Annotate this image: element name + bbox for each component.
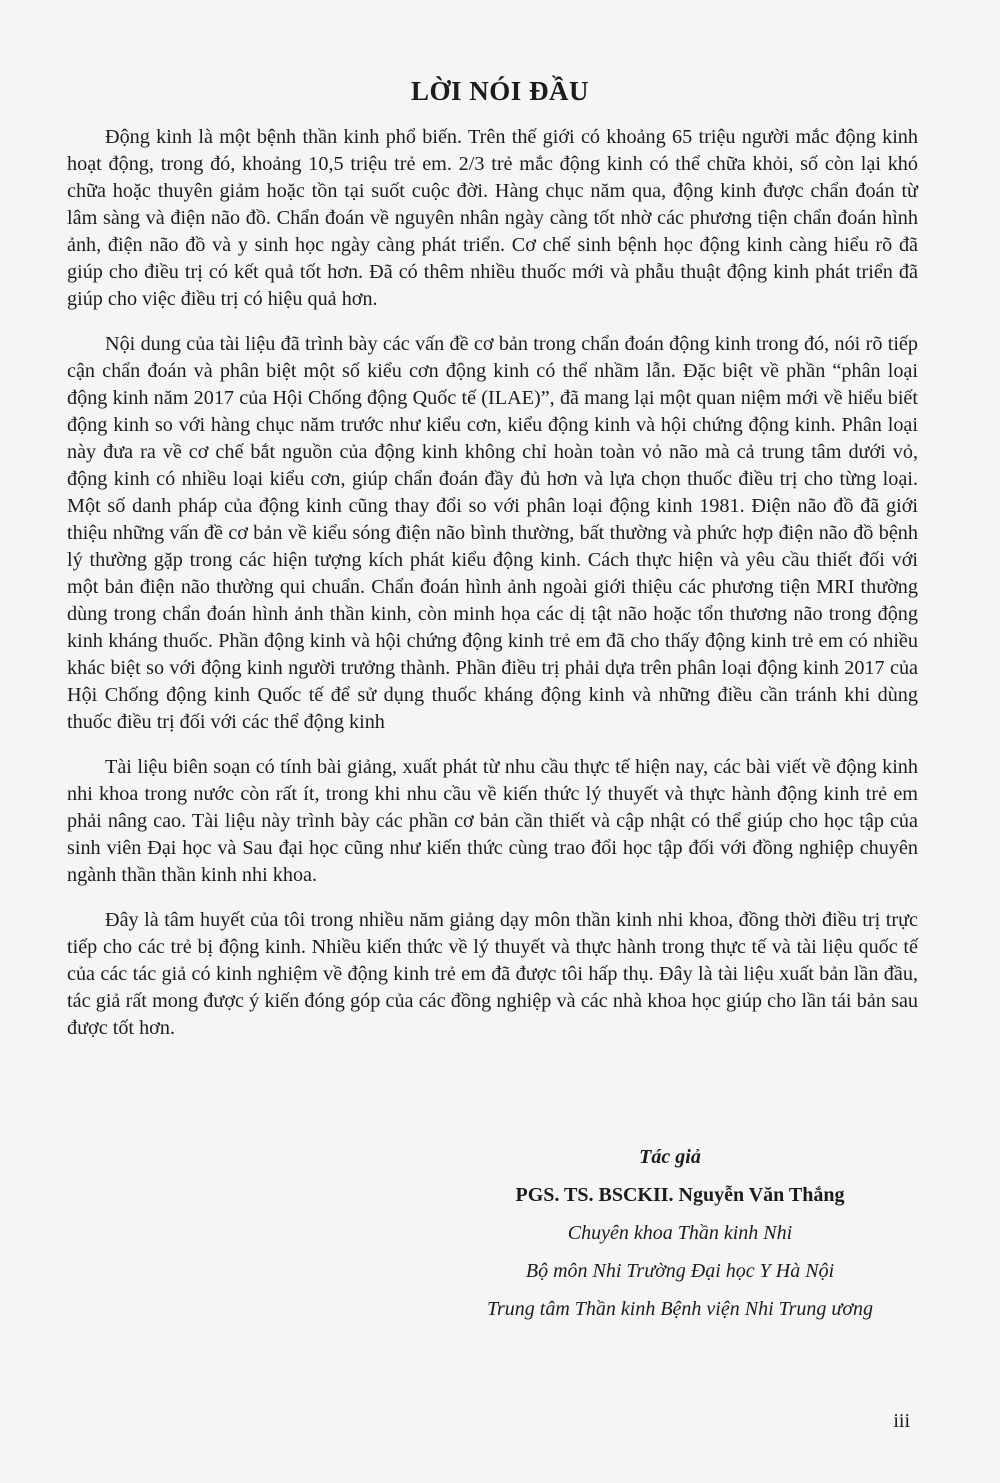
signature-block (430, 1138, 930, 1328)
paragraph-3: Tài liệu biên soạn có tính bài giảng, xuất phát từ nhu cầu thực tế hiện nay, các bài viết về động kinh nhi khoa trong nước còn rất ít, trong khi nhu cầu về kiến thức lý thuyết và thực hành động kinh trẻ em phải nâng cao. Tài liệu này trình bày các phần cơ bản cần thiết và cập nhật có thể giúp cho học tập của sinh viên Đại học và Sau đại học cũng như kiến thức cùng trao đổi học tập đối với đồng nghiệp chuyên ngành thần thần kinh nhi khoa. (67, 756, 918, 886)
author-label: Tác giả (639, 1146, 701, 1168)
author-affiliation-3: Trung tâm Thần kinh Bệnh viện Nhi Trung ương (486, 1298, 874, 1320)
page-number: iii (893, 1410, 910, 1432)
page-title: LỜI NÓI ĐẦU (410, 76, 590, 106)
paragraph-1: Động kinh là một bệnh thần kinh phổ biến. Trên thế giới có khoảng 65 triệu người mắc động kinh hoạt động, trong đó, khoảng 10,5 triệu trẻ em. 2/3 trẻ mắc động kinh có thể chữa khỏi, số còn lại khó chữa hoặc thuyên giảm hoặc tồn tại suốt cuộc đời. Hàng chục năm qua, động kinh được chẩn đoán từ lâm sàng và điện não đồ. Chẩn đoán về nguyên nhân ngày càng tốt nhờ các phương tiện chẩn đoán hình ảnh, điện não đồ và y sinh học ngày càng phát triển. Cơ chế sinh bệnh học động kinh càng hiểu rõ đã giúp cho điều trị có kết quả tốt hơn. Đã có thêm nhiều thuốc mới và phẫu thuật động kinh phát triển đã giúp cho việc điều trị có hiệu quả hơn. (67, 126, 918, 310)
author-name: PGS. TS. BSCKII. Nguyễn Văn Thắng (515, 1184, 845, 1206)
author-affiliation-1: Chuyên khoa Thần kinh Nhi (567, 1222, 793, 1244)
paragraph-4: Đây là tâm huyết của tôi trong nhiều năm giảng dạy môn thần kinh nhi khoa, đồng thời điều trị trực tiếp cho các trẻ bị động kinh. Nhiều kiến thức về lý thuyết và thực hành trong thực tế và tài liệu quốc tế của các tác giả có kinh nghiệm về động kinh trẻ em đã được tôi hấp thụ. Đây là tài liệu xuất bản lần đầu, tác giả rất mong được ý kiến đóng góp của các đồng nghiệp và các nhà khoa học giúp cho lần tái bản sau được tốt hơn. (67, 909, 918, 1039)
paragraph-2: Nội dung của tài liệu đã trình bày các vấn đề cơ bản trong chẩn đoán động kinh trong đó, nói rõ tiếp cận chẩn đoán và phân biệt một số kiểu cơn động kinh có thể nhầm lẫn. Đặc biệt về phần “phân loại động kinh năm 2017 của Hội Chống động Quốc tế (ILAE)”, đã mang lại một quan niệm mới về hiểu biết động kinh so với hàng chục năm trước như kiểu cơn, kiểu động kinh và hội chứng động kinh. Phân loại này đưa ra về cơ chế bắt nguồn của động kinh không chỉ hoàn toàn vỏ não mà cả trung tâm dưới vỏ, động kinh có nhiều loại kiểu cơn, giúp chẩn đoán đầy đủ hơn và lựa chọn thuốc điều trị cho từng loại. Một số danh pháp của động kinh cũng thay đổi so với phân loại động kinh 1981. Điện não đồ đã giới thiệu những vấn đề cơ bản về kiểu sóng điện não bình thường, bất thường và phức hợp điện não đồ bệnh lý thường gặp trong các hiện tượng kích phát kiểu động kinh. Cách thực hiện và yêu cầu thiết đối với một bản điện não thường qui chuẩn. Chẩn đoán hình ảnh ngoài giới thiệu các phương tiện MRI thường dùng trong chẩn đoán hình ảnh thần kinh, còn minh họa các dị tật não hoặc tổn thương não trong động kinh kháng thuốc. Phần động kinh và hội chứng động kinh trẻ em đã cho thấy động kinh trẻ em có nhiều khác biệt so với động kinh người trưởng thành. Phần điều trị phải dựa trên phân loại động kinh 2017 của Hội Chống động kinh Quốc tế để sử dụng thuốc kháng động kinh và những điều cần tránh khi dùng thuốc điều trị đối với các thể động kinh (67, 333, 918, 733)
author-affiliation-2: Bộ môn Nhi Trường Đại học Y Hà Nội (525, 1260, 835, 1282)
preface-body (67, 124, 918, 1060)
